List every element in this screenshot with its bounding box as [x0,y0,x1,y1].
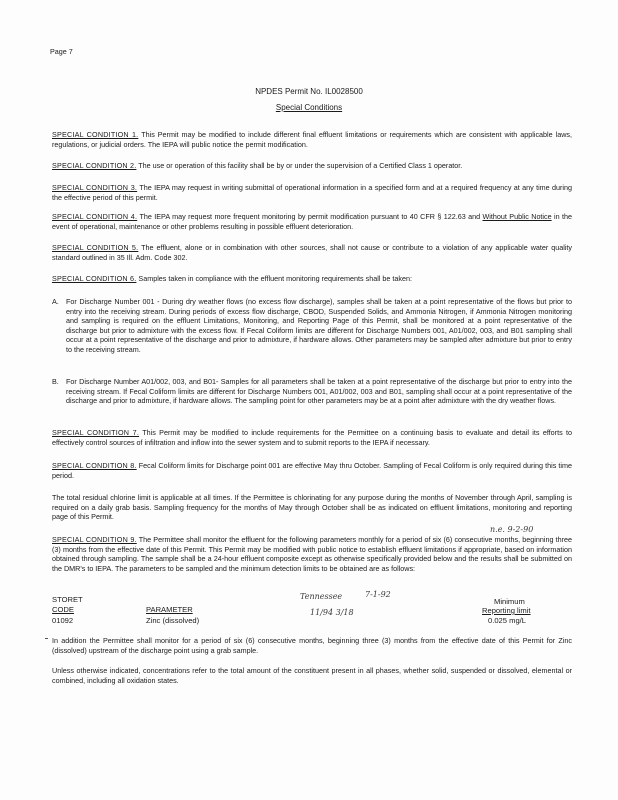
special-condition-6 [52,274,572,284]
special-condition-3 [52,183,572,202]
item-b-marker: B. [52,377,59,386]
item-a-marker: A. [52,297,59,306]
zinc-paragraph: In addition the Permittee shall monitor for a period of six (6) consecutive months, beginning three (3) months from the effective date of this Permit for Zinc (dissolved) upstream of the discharge point using a grab sample. [52,636,572,655]
metals-paragraph: Unless otherwise indicated, concentrations refer to the total amount of the constituent present in all phases, whether solid, suspended or dissolved, elemental or combined, including all oxidation states. [52,666,572,685]
special-condition-8 [52,461,572,480]
condition-text-underlined: Without Public Notice [482,212,552,221]
row-parameter: Zinc (dissolved) [146,616,200,625]
special-condition-1 [52,130,572,149]
condition-label: SPECIAL CONDITION 2. [52,161,137,170]
storet-header-line1: STORET [52,595,83,604]
special-condition-6-item-b: For Discharge Number A01/002, 003, and B01- Samples for all parameters shall be taken at a point representative of the discharge but prior to entry into the receiving stream. If Fecal Coliform limits are different for Discharge Numbers 001, A01/002, 003 and B01, sampling shall occur at a point representative of the discharge and prior to admixture, if hardware allows. The sampling point for other parameters may be at a point after admixture with the dry weather flows. [66,377,572,406]
minimum-header-line1: Minimum [494,597,525,606]
row-storet-code: 01092 [52,616,74,625]
parameter-header: PARAMETER [146,605,193,614]
special-condition-4 [52,212,572,231]
condition-text: The Permittee shall monitor the effluent for the following parameters monthly for a period of six (6) consecutive months, beginning three (3) months from the effective date of this Permit. This Permit may be modified with public notice to establish effluent limitations if appropriate, based on information obtained through sampling. The sample shall be a 24-hour effluent composite except as otherwise specifically provided below and the results shall be submitted on the DMR's to IEPA. The parameters to be sampled and the minimum detection limits to be obtained are as follows: [52,535,572,573]
condition-text: The IEPA may request in writing submittal of operational information in a specified form and at a required frequency at any time during the effective period of this permit. [52,183,572,202]
condition-text: The effluent, alone or in combination with other sources, shall not cause or contribute to a violation of any applicable water quality standard outlined in 35 Ill. Adm. Code 302. [52,243,572,262]
margin-mark [45,638,48,639]
condition-label: SPECIAL CONDITION 3. [52,183,138,192]
handwritten-note-top: n.e. 9-2-90 [490,525,534,534]
condition-text: This Permit may be modified to include different final effluent limitations or requirements which are consistent with applicable laws, regulations, or judicial orders. The IEPA will public notice the permit modification. [52,130,572,149]
row-min-limit: 0.025 mg/L [488,616,526,625]
condition-text: This Permit may be modified to include requirements for the Permittee on a continuing basis to evaluate and detail its efforts to effectively control sources of infiltration and inflow into the sewer system and to submit reports to the IEPA if necessary. [52,428,572,447]
condition-label: SPECIAL CONDITION 6. [52,274,137,283]
special-condition-9 [52,535,572,573]
condition-label: SPECIAL CONDITION 9. [52,535,137,544]
special-condition-2 [52,161,572,171]
condition-text: Fecal Coliform limits for Discharge point 001 are effective May thru October. Sampling of Fecal Coliform is only required during this time period. [52,461,572,480]
condition-label: SPECIAL CONDITION 8. [52,461,137,470]
condition-text: Samples taken in compliance with the effluent monitoring requirements shall be taken: [136,274,412,283]
storet-header-line2: CODE [52,605,74,614]
condition-text: The IEPA may request more frequent monitoring by permit modification pursuant to 40 CFR § 122.63 and [137,212,483,221]
handwritten-note-b: 7-1-92 [365,590,391,599]
condition-text: The use or operation of this facility shall be by or under the supervision of a Certified Class 1 operator. [136,161,463,170]
condition-text-end: in the event of operational, maintenance or other problems resulting in possible effluent deterioration. [52,212,573,231]
handwritten-note-c: 11/94 3/18 [310,608,354,617]
special-condition-7 [52,428,572,447]
condition-label: SPECIAL CONDITION 7. [52,428,140,437]
minimum-header-line2: Reporting limit [482,606,531,615]
handwritten-note-a: Tennessee [300,592,343,601]
condition-label: SPECIAL CONDITION 5. [52,243,139,252]
chlorine-paragraph: The total residual chlorine limit is applicable at all times. If the Permittee is chlorinating for any purpose during the months of November through April, sampling is required on a daily grab basis. Sampling frequency for the months of May through October shall be as indicated on effluent limitations, monitoring and reporting page of this Permit. [52,493,572,522]
special-condition-6-item-a: For Discharge Number 001 - During dry weather flows (no excess flow discharge), samples shall be taken at a point representative of the flows but prior to entry into the receiving stream. During periods of excess flow discharge, CBOD, Suspended Solids, and Ammonia Nitrogen, if Ammonia Nitrogen monitoring and sampling is required on the effluent Limitations, Monitoring, and Reporting Page of this Permit, shall be monitored at a point representative of the discharge but prior to admixture with the excess flow. If Fecal Coliform limits are different for Discharge Numbers 001, A01/002, 003, and B01 sampling shall occur at a point representative of the discharge and prior to admixture, if hardware allows. Other parameters may be sampled after admixture but prior to entry to the receiving stream. [66,297,572,354]
permit-title: NPDES Permit No. IL0028500 [255,87,363,96]
condition-label: SPECIAL CONDITION 4. [52,212,138,221]
page-number: Page 7 [50,47,73,56]
section-title: Special Conditions [275,103,343,112]
condition-label: SPECIAL CONDITION 1. [52,130,139,139]
special-condition-5 [52,243,572,262]
